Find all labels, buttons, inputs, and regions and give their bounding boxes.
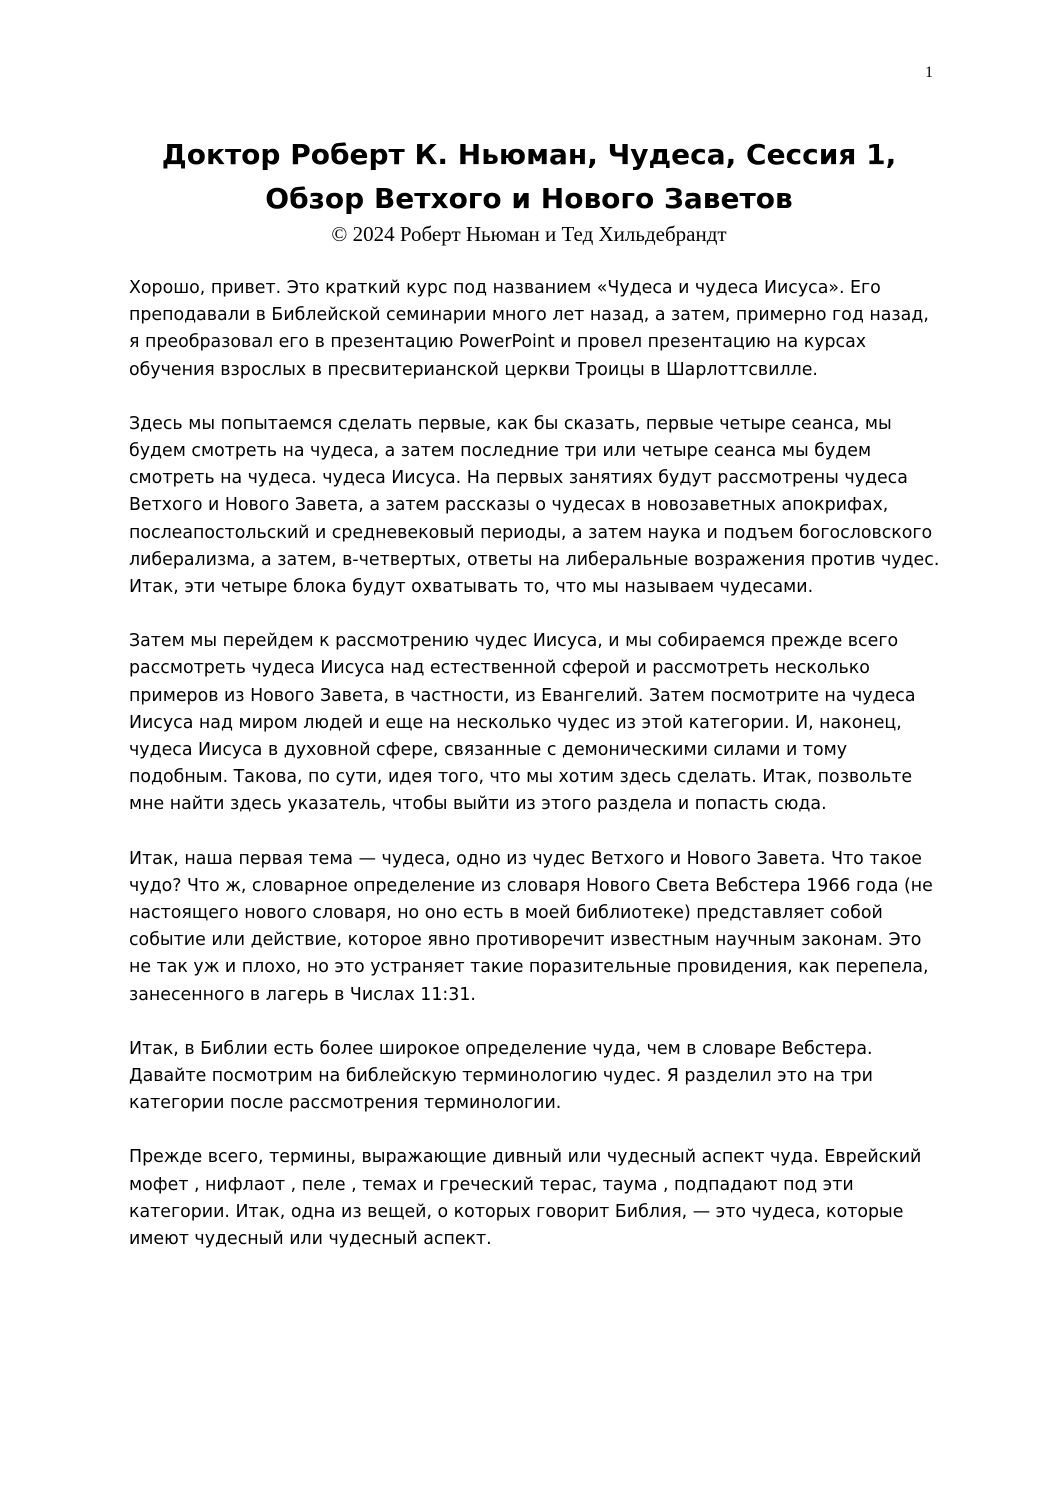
title-line-2: Обзор Ветхого и Нового Заветов <box>265 182 793 215</box>
document-title <box>0 133 1058 221</box>
title-line-1: Доктор Роберт К. Ньюман, Чудеса, Сессия 1, <box>161 138 897 171</box>
paragraph: Хорошо, привет. Это краткий курс под названием «Чудеса и чудеса Иисуса». Его преподавали в Библейской семинарии много лет назад, а затем, примерно год назад, я преобразовал его в презентацию PowerPoint и провел презентацию на курсах обучения взрослых в пресвитерианской церкви Троицы в Шарлоттсвилле. <box>129 278 929 380</box>
paragraph: Затем мы перейдем к рассмотрению чудес Иисуса, и мы собираемся прежде всего рассмотреть чудеса Иисуса над естественной сферой и рассмотреть несколько примеров из Нового Завета, в частности, из Евангелий. Затем посмотрите на чудеса Иисуса над миром людей и еще на несколько чудес из этой категории. И, наконец, чудеса Иисуса в духовной сфере, связанные с демоническими силами и тому подобным. Такова, по сути, идея того, что мы хотим здесь сделать. Итак, позвольте мне найти здесь указатель, чтобы выйти из этого раздела и попасть сюда. <box>129 631 916 815</box>
paragraph: Итак, в Библии есть более широкое определение чуда, чем в словаре Вебстера. Давайте посмотрим на библейскую терминологию чудес. Я разделил это на три категории после рассмотрения терминологии. <box>129 1038 873 1114</box>
paragraph: Прежде всего, термины, выражающие дивный или чудесный аспект чуда. Еврейский мофет , нифлаот , пеле , темах и греческий терас, таума , подпадают под эти категории. Итак, одна из вещей, о которых говорит Библия, — это чудеса, которые имеют чудесный или чудесный аспект. <box>129 1147 922 1250</box>
paragraph: Здесь мы попытаемся сделать первые, как бы сказать, первые четыре сеанса, мы будем смотреть на чудеса, а затем последние три или четыре сеанса мы будем смотреть на чудеса. чудеса Иисуса. На первых занятиях будут рассмотрены чудеса Ветхого и Нового Завета, а затем рассказы о чудесах в новозаветных апокрифах, послеапостольский и средневековый периоды, а затем наука и подъем богословского либерализма, а затем, в-четвертых, ответы на либеральные возражения против чудес. Итак, эти четыре блока будут охватывать то, что мы называем чудесами. <box>129 413 940 598</box>
copyright-line: © 2024 Роберт Ньюман и Тед Хильдебрандт <box>331 222 727 246</box>
paragraph: Итак, наша первая тема — чудеса, одно из чудес Ветхого и Нового Завета. Что такое чудо? Что ж, словарное определение из словаря Нового Света Вебстера 1966 года (не настоящего нового словаря, но оно есть в моей библиотеке) представляет собой событие или действие, которое явно противоречит известным научным законам. Это не так уж и плохо, но это устраняет такие поразительные провидения, как перепела, занесенного в лагерь в Числах 11:31. <box>129 848 933 1005</box>
document-body <box>129 275 944 1280</box>
page-number: 1 <box>925 64 933 81</box>
